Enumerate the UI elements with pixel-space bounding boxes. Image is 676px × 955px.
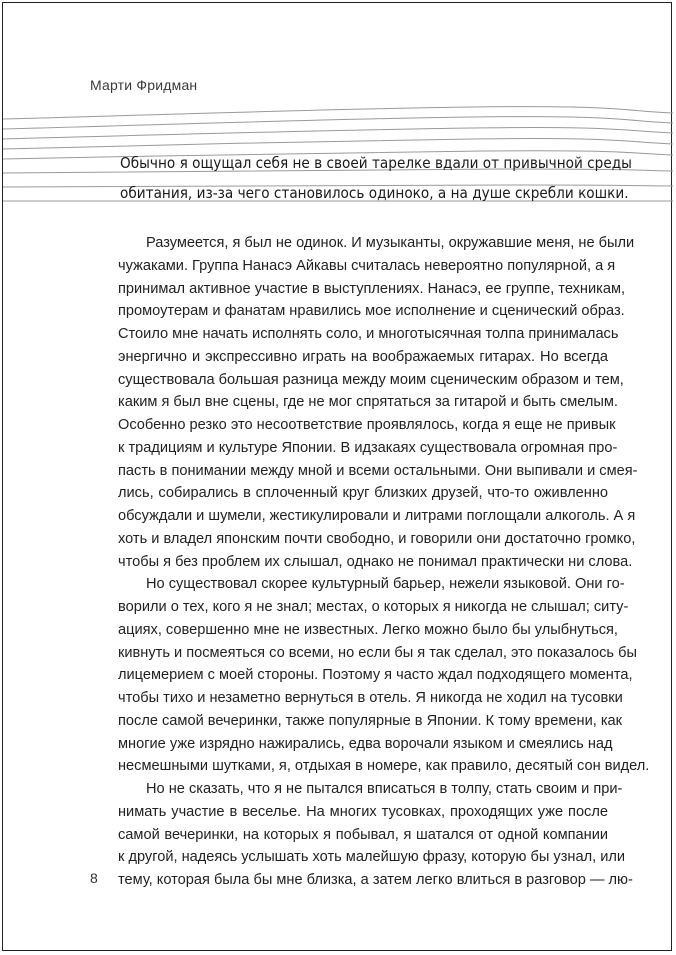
body-line: энергично и экспрессивно играть на воображаемых гитарах. Но всегда (118, 348, 608, 365)
body-line: Но существовал скорее культурный барьер, нежели языковой. Они го- (146, 576, 625, 593)
body-line: ворили о тех, кого я не знал; местах, о которых я никогда не слышал; ситу- (118, 599, 629, 615)
body-line: к традициям и культуре Японии. В идзакаях существовала огромная про- (118, 439, 618, 456)
body-line: Но не сказать, что я не пытался вписаться в толпу, стать своим и при- (146, 781, 623, 797)
body-line: чужаками. Группа Нанасэ Айкавы считалась невероятно популярной, а я (118, 257, 616, 274)
body-line: лись, собирались в сплоченный круг близких друзей, что-то оживленно (118, 485, 608, 502)
body-line: пасть в понимании между мной и всеми остальными. Они выпивали и смея- (118, 462, 638, 479)
book-page (2, 2, 672, 951)
body-line: существовала большая разница между моим сценическим образом и тем, (118, 371, 624, 388)
epigraph (120, 148, 632, 208)
body-line: лицемерием с моей стороны. Поэтому я часто ждал подходящего момента, (118, 667, 633, 684)
body-line: хоть и владел японским почти свободно, и говорили они достаточно громко, (118, 530, 636, 547)
body-line: нимать участие в веселье. На многих тусовках, проходящих уже после (118, 803, 608, 820)
body-line: Разумеется, я был не одинок. И музыканты, окружавшие меня, не были (146, 235, 635, 251)
page-number: 8 (90, 870, 98, 886)
body-line: самой вечеринки, на которых я побывал, я шатался от одной компании (118, 826, 608, 843)
body-line: Стоило мне начать исполнять соло, и многотысячная толпа принималась (118, 326, 619, 342)
body-line: к другой, надеясь услышать хоть малейшую фразу, которую бы узнал, или (118, 849, 626, 866)
body-line: чтобы я без проблем их слышал, однако не понимал практически ни слова. (118, 553, 633, 570)
body-text (118, 232, 650, 892)
body-line: каким я был вне сцены, где не мог спрятаться за гитарой и быть смелым. (118, 394, 618, 411)
epigraph-line: Обычно я ощущал себя не в своей тарелке вдали от привычной среды (120, 154, 632, 172)
body-line: после самой вечеринки, также популярные в Японии. К тому времени, как (118, 712, 623, 729)
body-line: многие уже изрядно нажирались, едва ворочали языком и смеялись над (118, 735, 613, 752)
body-line: чтобы тихо и незаметно вернуться в отель. Я никогда не ходил на тусовки (118, 690, 623, 706)
running-head-author: Марти Фридман (90, 77, 198, 93)
body-line: тему, которая была бы мне близка, а затем легко влиться в разговор — лю- (118, 872, 633, 888)
body-line: Особенно резко это несоответствие проявлялось, когда я еще не привык (118, 417, 616, 433)
body-line: промоутерам и фанатам нравились мое исполнение и сценический образ. (118, 303, 625, 320)
epigraph-line: обитания, из-за чего становилось одиноко, а на душе скребли кошки. (120, 184, 629, 202)
body-line: несмешными шутками, я, отдыхая в номере, как правило, десятый сон видел. (118, 758, 650, 775)
body-line: обсуждали и шумели, жестикулировали и литрами поглощали алкоголь. А я (118, 508, 636, 524)
body-line: принимал активное участие в выступлениях. Нанасэ, ее группе, техникам, (118, 280, 626, 297)
body-line: ациях, совершенно мне не известных. Легко можно было бы улыбнуться, (118, 621, 618, 638)
body-line: кивнуть и посмеяться со всеми, но если бы я так сделал, это показалось бы (118, 644, 637, 661)
